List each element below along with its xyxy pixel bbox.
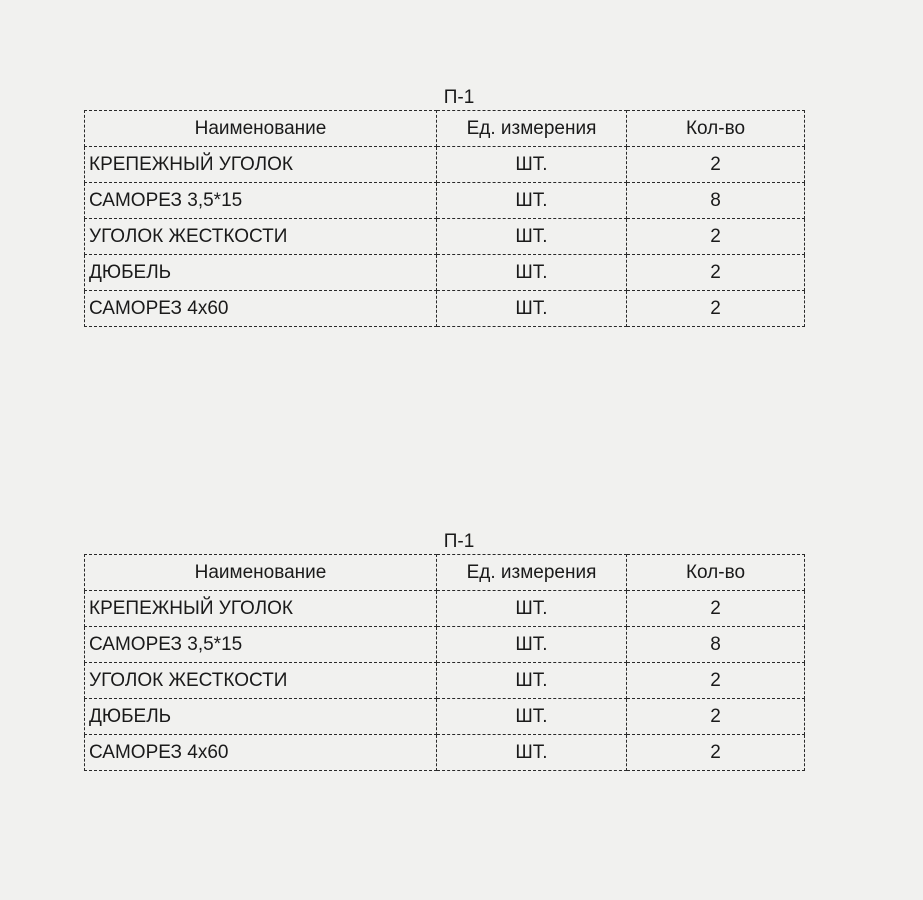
header-name: Наименование (85, 555, 437, 591)
cell-unit: ШТ. (437, 219, 627, 255)
cell-unit: ШТ. (437, 735, 627, 771)
cell-unit: ШТ. (437, 147, 627, 183)
table-row (85, 591, 805, 627)
cell-name: ДЮБЕЛЬ (85, 699, 437, 735)
cell-unit: ШТ. (437, 255, 627, 291)
cell-unit: ШТ. (437, 183, 627, 219)
table-row (85, 663, 805, 699)
table-title: П-1 (443, 87, 475, 108)
cell-unit: ШТ. (437, 627, 627, 663)
cell-qty: 2 (627, 735, 805, 771)
cell-qty: 2 (627, 291, 805, 327)
table-header-row (85, 111, 805, 147)
cell-unit: ШТ. (437, 291, 627, 327)
spec-table-block-1 (84, 86, 804, 327)
cell-qty: 2 (627, 219, 805, 255)
cell-name: УГОЛОК ЖЕСТКОСТИ (85, 219, 437, 255)
table-title: П-1 (443, 531, 475, 552)
table-row (85, 219, 805, 255)
table-row (85, 291, 805, 327)
cell-unit: ШТ. (437, 591, 627, 627)
cell-qty: 2 (627, 147, 805, 183)
table-row (85, 147, 805, 183)
table-row (85, 699, 805, 735)
cell-name: ДЮБЕЛЬ (85, 255, 437, 291)
cell-qty: 8 (627, 183, 805, 219)
cell-qty: 2 (627, 699, 805, 735)
table-row (85, 735, 805, 771)
header-name: Наименование (85, 111, 437, 147)
header-unit: Ед. измерения (437, 555, 627, 591)
cell-qty: 2 (627, 663, 805, 699)
spec-table (84, 110, 805, 327)
table-row (85, 627, 805, 663)
cell-name: САМОРЕЗ 3,5*15 (85, 183, 437, 219)
header-qty: Кол-во (627, 555, 805, 591)
cell-name: КРЕПЕЖНЫЙ УГОЛОК (85, 147, 437, 183)
cell-unit: ШТ. (437, 663, 627, 699)
cell-unit: ШТ. (437, 699, 627, 735)
header-unit: Ед. измерения (437, 111, 627, 147)
table-row (85, 255, 805, 291)
cell-qty: 2 (627, 591, 805, 627)
table-row (85, 183, 805, 219)
cell-qty: 8 (627, 627, 805, 663)
cell-name: КРЕПЕЖНЫЙ УГОЛОК (85, 591, 437, 627)
table-header-row (85, 555, 805, 591)
cell-name: САМОРЕЗ 4x60 (85, 735, 437, 771)
spec-table-block-2 (84, 530, 804, 771)
cell-qty: 2 (627, 255, 805, 291)
cell-name: САМОРЕЗ 4x60 (85, 291, 437, 327)
cell-name: САМОРЕЗ 3,5*15 (85, 627, 437, 663)
spec-table (84, 554, 805, 771)
cell-name: УГОЛОК ЖЕСТКОСТИ (85, 663, 437, 699)
header-qty: Кол-во (627, 111, 805, 147)
